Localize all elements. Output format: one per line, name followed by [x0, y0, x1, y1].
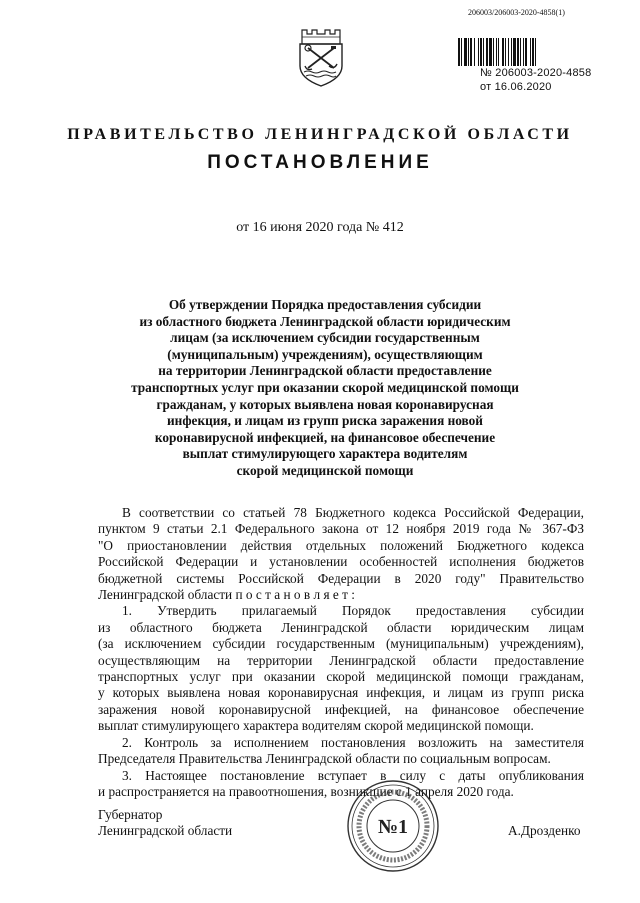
coat-of-arms-icon — [296, 26, 346, 88]
title-line: из областного бюджета Ленинградской области юридическим — [139, 313, 511, 329]
title-line: скорой медицинской помощи — [236, 462, 414, 478]
body-line: выплат стимулирующего характера водителям скорой медицинской помощи. — [98, 718, 534, 734]
body-line: и распространяется на правоотношения, возникшие с 1 апреля 2020 года. — [98, 783, 514, 799]
document-body — [98, 505, 584, 800]
position-line: Ленинградской области — [98, 823, 233, 838]
body-line: Российской Федерации и установлении особенностей исполнения бюджетов — [98, 554, 584, 570]
official-seal-stamp — [345, 778, 441, 874]
body-line: 1. Утвердить прилагаемый Порядок предоставления субсидии — [122, 603, 584, 619]
title-line: (муниципальным) учреждениям), осуществляющим — [167, 346, 483, 362]
title-line: транспортных услуг при оказании скорой медицинской помощи — [131, 379, 519, 395]
registration-code: 206003/206003-2020-4858(1) — [468, 8, 565, 17]
title-line: на территории Ленинградской области предоставление — [158, 363, 492, 379]
body-line: пунктом 9 статьи 2.1 Федерального закона от 12 ноября 2019 года № 367-ФЗ — [98, 521, 584, 537]
document-type: ПОСТАНОВЛЕНИЕ — [207, 152, 433, 173]
document-title — [130, 297, 520, 480]
body-line: бюджетной системы Российской Федерации в 2020 году" Правительство — [98, 570, 584, 586]
signatory-position — [98, 807, 232, 839]
document-date: от 16 июня 2020 года № 412 — [236, 220, 404, 235]
body-line: транспортных услуг при оказании скорой медицинской помощи гражданам, — [98, 669, 584, 685]
body-line: (за исключением субсидии государственным (муниципальным) учреждениям), — [98, 636, 584, 652]
government-name: ПРАВИТЕЛЬСТВО ЛЕНИНГРАДСКОЙ ОБЛАСТИ — [67, 126, 573, 143]
title-line: инфекция, и лицам из групп риска заражения новой — [167, 413, 483, 429]
signatory-name: А.Дрозденко — [508, 823, 581, 838]
registration-date: от 16.06.2020 — [480, 81, 552, 93]
body-line: 3. Настоящее постановление вступает в силу с даты опубликования — [122, 767, 584, 783]
position-line: Губернатор — [98, 807, 163, 822]
body-line: у которых выявлена новая коронавирусная инфекция, и лицам из групп риска — [98, 685, 584, 701]
title-line: выплат стимулирующего характера водителям — [182, 446, 468, 462]
body-line: 2. Контроль за исполнением постановления возложить на заместителя — [122, 734, 584, 750]
body-line: осуществляющим на территории Ленинградской области предоставление — [98, 652, 584, 668]
title-line: Об утверждении Порядка предоставления субсидии — [168, 297, 482, 312]
barcode-icon — [458, 38, 588, 66]
body-line: заражения новой коронавирусной инфекцией, на финансовое обеспечение — [98, 701, 584, 717]
body-line: из областного бюджета Ленинградской области юридическим лицам — [98, 619, 584, 635]
body-line: Ленинградской области п о с т а н о в л я е т : — [98, 587, 355, 603]
body-line: В соответствии со статьей 78 Бюджетного кодекса Российской Федерации, — [122, 505, 584, 520]
title-line: коронавирусной инфекцией, на финансовое обеспечение — [154, 429, 496, 445]
title-line: гражданам, у которых выявлена новая коронавирусная — [156, 396, 494, 412]
seal-center-text: №1 — [377, 816, 409, 838]
registration-number: № 206003-2020-4858 — [480, 67, 592, 79]
body-line: "О приостановлении действия отдельных положений Бюджетного кодекса — [98, 537, 584, 553]
body-line: Председателя Правительства Ленинградской области по социальным вопросам. — [98, 751, 551, 767]
title-line: лицам (за исключением субсидии государственным — [170, 330, 480, 346]
